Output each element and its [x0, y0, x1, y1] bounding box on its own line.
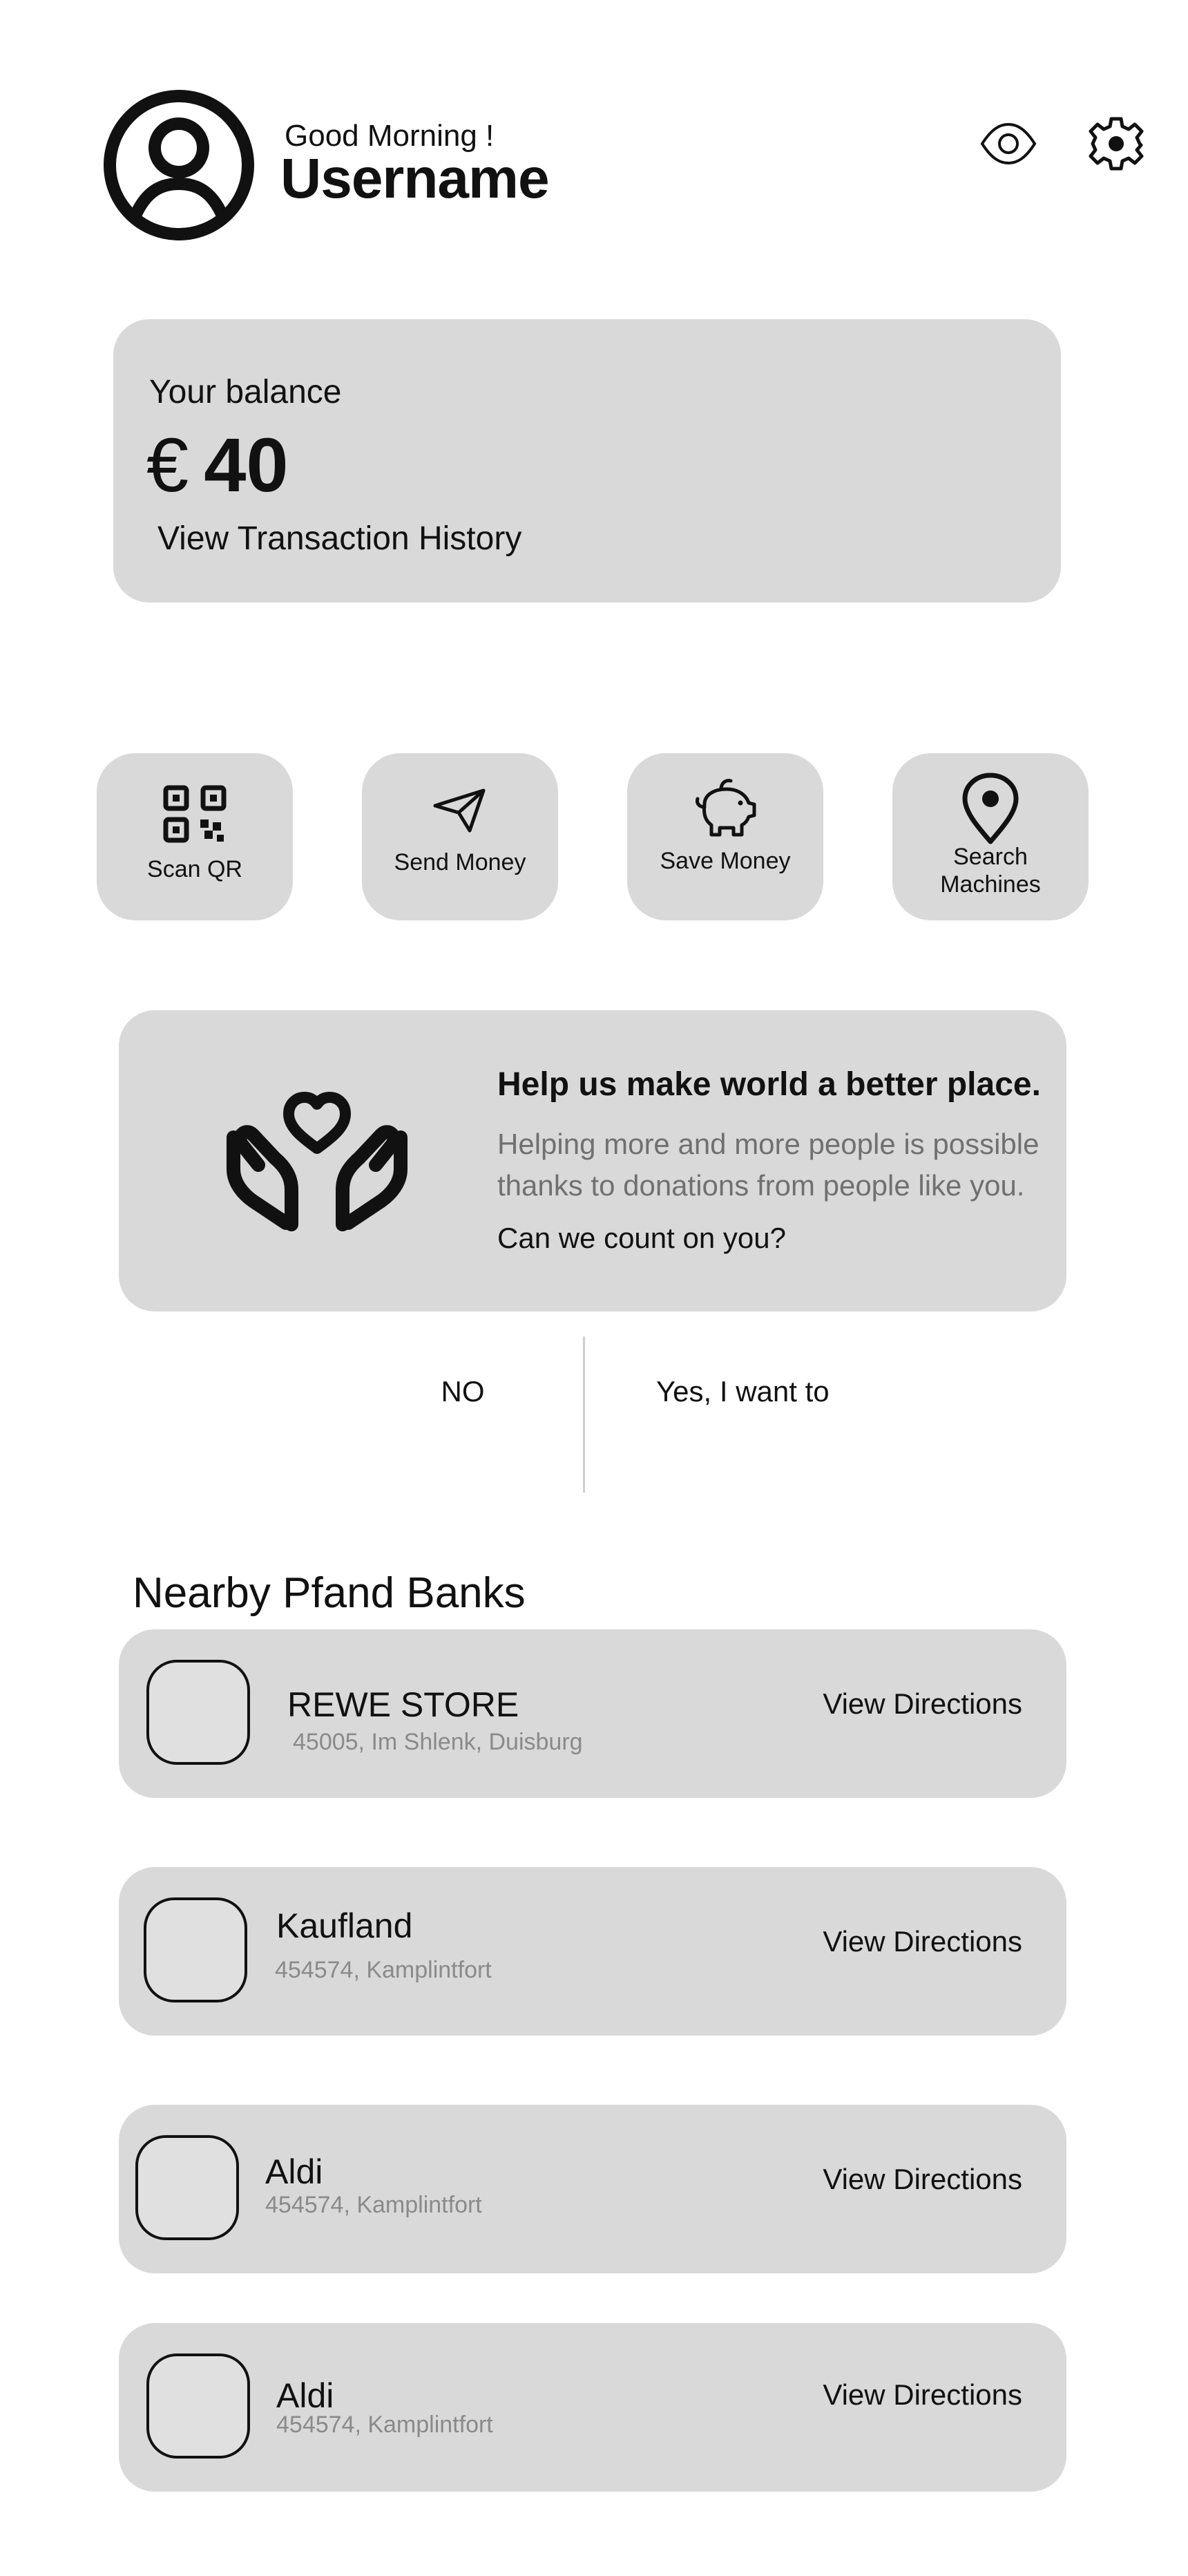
balance-label: Your balance	[149, 374, 342, 410]
store-thumbnail	[135, 2135, 239, 2240]
bank-name: Aldi	[265, 2152, 323, 2191]
view-directions-link[interactable]: View Directions	[823, 2163, 1022, 2195]
view-directions-link[interactable]: View Directions	[823, 1687, 1022, 1720]
bank-address: 454574, Kamplintfort	[275, 1957, 492, 1983]
bank-address: 45005, Im Shlenk, Duisburg	[293, 1729, 583, 1755]
gear-icon[interactable]	[1087, 115, 1145, 173]
store-thumbnail	[146, 2354, 250, 2459]
view-directions-link[interactable]: View Directions	[823, 2378, 1022, 2411]
greeting-text: Good Morning !	[285, 119, 495, 153]
heart-hands-icon	[220, 1072, 414, 1238]
button-divider	[583, 1336, 585, 1493]
view-directions-link[interactable]: View Directions	[823, 1925, 1022, 1958]
balance-amount	[146, 422, 289, 509]
nearby-section-title: Nearby Pfand Banks	[133, 1569, 526, 1617]
map-pin-icon	[959, 773, 1022, 844]
username-title: Username	[280, 147, 549, 210]
send-money-label: Send Money	[394, 849, 526, 875]
piggy-bank-icon	[691, 777, 760, 839]
view-transaction-history-link[interactable]: View Transaction History	[157, 520, 522, 557]
store-thumbnail	[144, 1897, 247, 2002]
bank-list-item[interactable]	[119, 2323, 1066, 2492]
save-money-label: Save Money	[660, 848, 791, 874]
paper-plane-icon	[431, 786, 489, 835]
bank-address: 454574, Kamplintfort	[265, 2192, 482, 2218]
bank-list-item[interactable]	[119, 2105, 1066, 2273]
qr-code-icon	[162, 785, 228, 843]
search-machines-label: Search Machines	[940, 844, 1041, 898]
bank-list-item[interactable]	[119, 1867, 1066, 2036]
donation-yes-button[interactable]: Yes, I want to	[656, 1375, 830, 1408]
currency-symbol: €	[146, 423, 189, 508]
scan-qr-label: Scan QR	[147, 856, 242, 882]
donation-body: Helping more and more people is possible thanks to donations from people like you.	[497, 1128, 1040, 1202]
donation-title: Help us make world a better place.	[497, 1066, 1041, 1103]
store-thumbnail	[146, 1660, 250, 1765]
send-money-button[interactable]	[362, 753, 558, 920]
bank-name: Aldi	[276, 2376, 334, 2415]
bank-address: 454574, Kamplintfort	[276, 2412, 493, 2438]
user-avatar-icon[interactable]	[102, 88, 256, 242]
bank-list-item[interactable]	[119, 1629, 1066, 1798]
search-machines-button[interactable]	[892, 753, 1089, 920]
donation-no-button[interactable]: NO	[441, 1375, 485, 1408]
eye-icon[interactable]	[979, 115, 1037, 173]
balance-value: 40	[204, 423, 289, 508]
save-money-button[interactable]	[627, 753, 823, 920]
bank-name: REWE STORE	[287, 1685, 519, 1724]
donation-question: Can we count on you?	[497, 1222, 786, 1254]
bank-name: Kaufland	[276, 1906, 413, 1945]
scan-qr-button[interactable]	[97, 753, 293, 920]
